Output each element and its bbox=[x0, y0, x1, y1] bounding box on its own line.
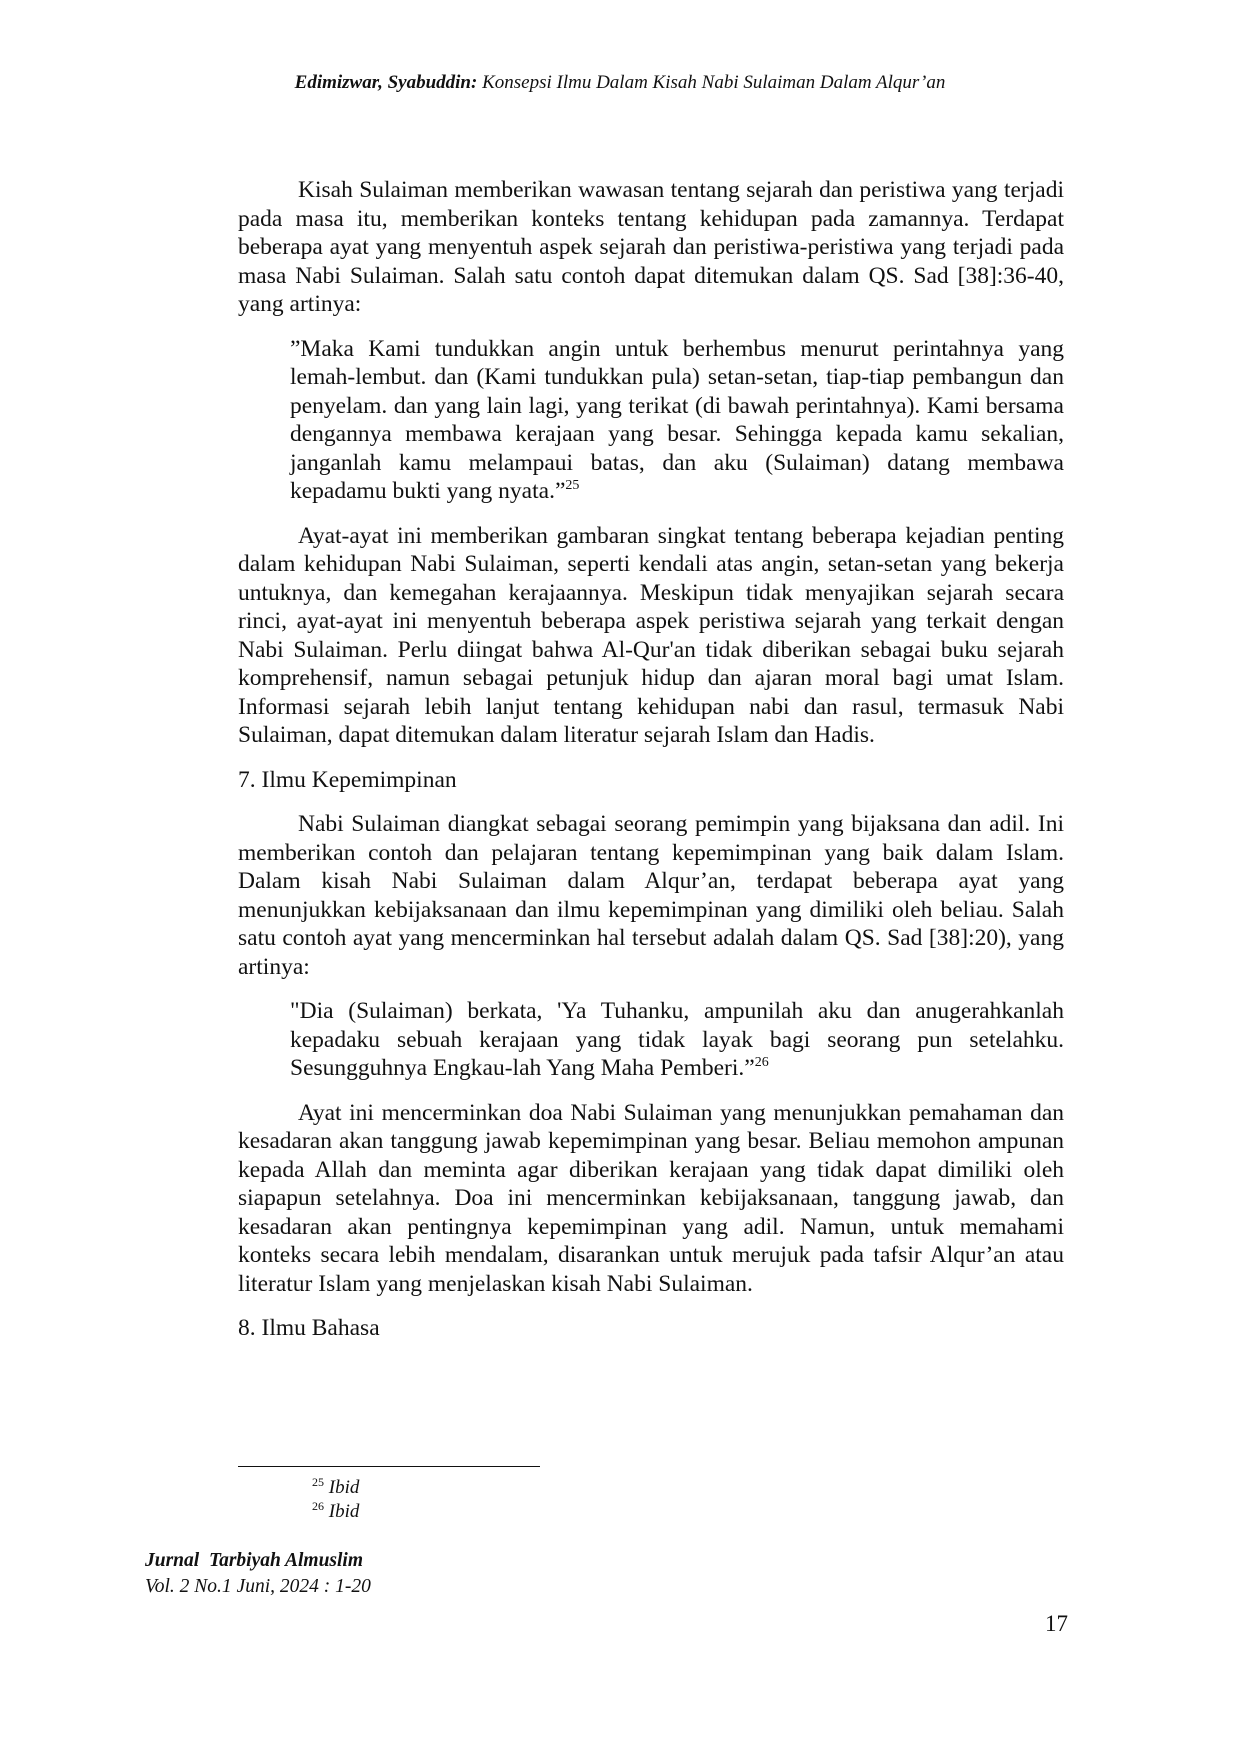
footnote-text: Ibid bbox=[328, 1501, 360, 1522]
footnotes bbox=[312, 1476, 359, 1524]
section-heading-8: 8. Ilmu Bahasa bbox=[238, 1315, 380, 1341]
footnote-ref-26: 26 bbox=[754, 1055, 769, 1070]
quote-2 bbox=[290, 997, 1064, 1083]
footnote-26 bbox=[312, 1500, 359, 1524]
journal-name: Jurnal Tarbiyah Almuslim bbox=[145, 1550, 364, 1571]
journal-info bbox=[145, 1548, 371, 1600]
footnote-ref-25: 25 bbox=[565, 478, 580, 493]
paragraph-4: Ayat ini mencerminkan doa Nabi Sulaiman yang menunjukkan pemahaman dan kesadaran akan tanggung jawab kepemimpinan yang besar. Beliau memohon ampunan kepada Allah dan meminta agar diberikan kerajaan yang tidak dapat dimiliki oleh siapapun setelahnya. Doa ini mencerminkan kebijaksanaan, tanggung jawab, dan kesadaran akan pentingnya kepemimpinan yang adil. Namun, untuk memahami konteks secara lebih mendalam, disarankan untuk merujuk pada tafsir Alqur’an atau literatur Islam yang menjelaskan kisah Nabi Sulaiman. bbox=[238, 1099, 1064, 1297]
running-header bbox=[0, 72, 1240, 94]
quote-2-text: "Dia (Sulaiman) berkata, 'Ya Tuhanku, ampunilah aku dan anugerahkanlah kepadaku sebuah kerajaan yang tidak layak bagi seorang pun setelahku. Sesungguhnya Engkau-lah Yang Maha Pemberi.” bbox=[290, 998, 1064, 1081]
main-content bbox=[238, 176, 1064, 1343]
footnote-divider bbox=[238, 1466, 540, 1467]
journal-volume: Vol. 2 No.1 Juni, 2024 : 1-20 bbox=[145, 1576, 371, 1597]
footnote-25 bbox=[312, 1476, 359, 1500]
header-authors: Edimizwar, Syabuddin: bbox=[294, 72, 478, 93]
footnote-number: 25 bbox=[312, 1475, 324, 1489]
paragraph-2: Ayat-ayat ini memberikan gambaran singkat tentang beberapa kejadian penting dalam kehidupan Nabi Sulaiman, seperti kendali atas angin, setan-setan yang bekerja untuknya, dan kemegahan kerajaannya. Meskipun tidak menyajikan sejarah secara rinci, ayat-ayat ini menyentuh beberapa aspek peristiwa sejarah yang terkait dengan Nabi Sulaiman. Perlu diingat bahwa Al-Qur'an tidak diberikan sebagai buku sejarah komprehensif, namun sebagai petunjuk hidup dan ajaran moral bagi umat Islam. Informasi sejarah lebih lanjut tentang kehidupan nabi dan rasul, termasuk Nabi Sulaiman, dapat ditemukan dalam literatur sejarah Islam dan Hadis. bbox=[238, 522, 1064, 748]
quote-1-text: ”Maka Kami tundukkan angin untuk berhembus menurut perintahnya yang lemah-lembut. dan (Kami tundukkan pula) setan-setan, tiap-tiap pembangun dan penyelam. dan yang lain lagi, yang terikat (di bawah perintahnya). Kami bersama dengannya membawa kerajaan yang besar. Sehingga kepada kamu sekalian, janganlah kamu melampaui batas, dan aku (Sulaiman) datang membawa kepadamu bukti yang nyata.” bbox=[290, 335, 1064, 504]
paragraph-1: Kisah Sulaiman memberikan wawasan tentang sejarah dan peristiwa yang terjadi pada masa itu, memberikan konteks tentang kehidupan pada zamannya. Terdapat beberapa ayat yang menyentuh aspek sejarah dan peristiwa-peristiwa yang terjadi pada masa Nabi Sulaiman. Salah satu contoh dapat ditemukan dalam QS. Sad [38]:36-40, yang artinya: bbox=[238, 177, 1064, 317]
paragraph-3: Nabi Sulaiman diangkat sebagai seorang pemimpin yang bijaksana dan adil. Ini memberikan contoh dan pelajaran tentang kepemimpinan yang baik dalam Islam. Dalam kisah Nabi Sulaiman dalam Alqur’an, terdapat beberapa ayat yang menunjukkan kebijaksanaan dan ilmu kepemimpinan yang dimiliki oleh beliau. Salah satu contoh ayat yang mencerminkan hal tersebut adalah dalam QS. Sad [38]:20), yang artinya: bbox=[238, 811, 1064, 980]
header-title: Konsepsi Ilmu Dalam Kisah Nabi Sulaiman Dalam Alqur’an bbox=[482, 72, 946, 93]
footnote-text: Ibid bbox=[328, 1477, 360, 1498]
quote-1 bbox=[290, 335, 1064, 506]
footnote-number: 26 bbox=[312, 1499, 324, 1513]
section-heading-7: 7. Ilmu Kepemimpinan bbox=[238, 766, 457, 793]
page-number: 17 bbox=[1045, 1611, 1068, 1636]
